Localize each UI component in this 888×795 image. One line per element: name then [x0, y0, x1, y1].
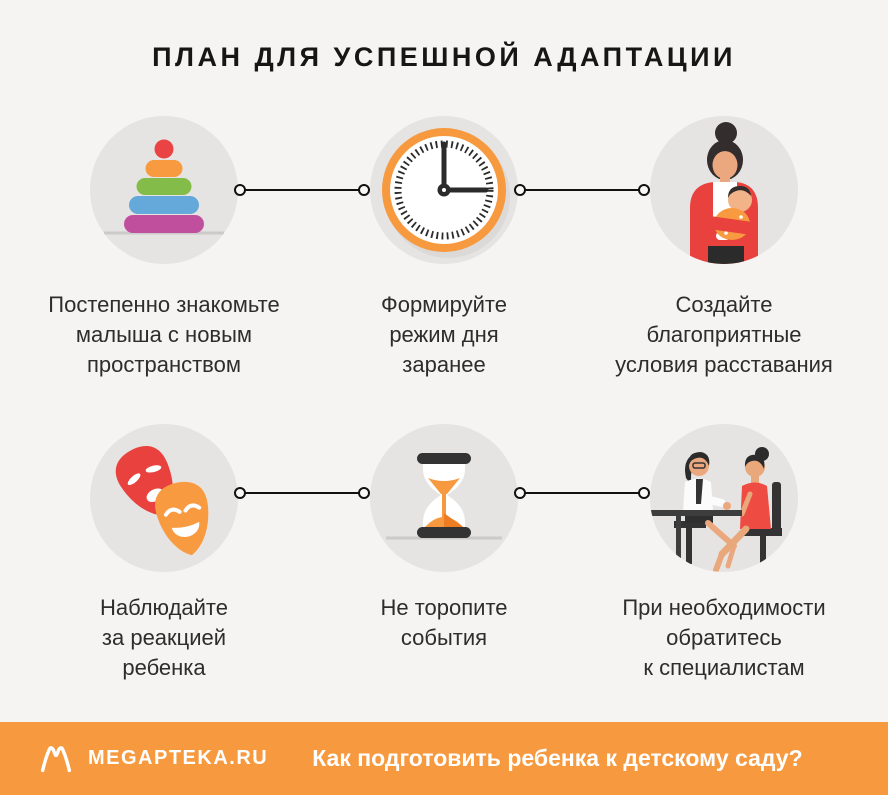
step-caption-line: ребенка [122, 655, 206, 680]
step-caption-line: Формируйте [381, 292, 507, 317]
step-3-circle [650, 116, 798, 264]
connector-line [525, 492, 639, 495]
step-4-caption [4, 593, 324, 683]
footer-tagline: Как подготовить ребенка к детскому саду? [312, 745, 803, 771]
step-caption-line: благоприятные [646, 322, 802, 347]
step-caption-line: Наблюдайте [99, 595, 228, 620]
connector-node [638, 487, 650, 499]
step-2-caption [284, 290, 604, 380]
megapteka-logo-icon [36, 739, 76, 779]
pyramid-toy-icon [90, 116, 238, 264]
clock-icon [370, 116, 518, 264]
step-caption-line: обратитесь [666, 625, 782, 650]
step-4-circle [90, 424, 238, 572]
step-1-caption [4, 290, 324, 380]
theater-masks-icon [90, 424, 238, 572]
connector [234, 184, 370, 196]
connector-node [638, 184, 650, 196]
step-caption-line: заранее [402, 352, 486, 377]
connector-line [245, 189, 359, 192]
step-6-caption [564, 593, 884, 683]
step-caption-line: малыша с новым [75, 322, 253, 347]
step-caption-line: При необходимости [622, 595, 826, 620]
connector [234, 487, 370, 499]
connector-line [245, 492, 359, 495]
step-caption-line: Не торопите [380, 595, 508, 620]
step-3-caption [564, 290, 884, 380]
step-caption-line: пространством [87, 352, 241, 377]
mother-with-baby-icon [650, 116, 798, 264]
step-caption-line: события [400, 625, 488, 650]
page-title: ПЛАН ДЛЯ УСПЕШНОЙ АДАПТАЦИИ [152, 42, 736, 72]
hourglass-icon [370, 424, 518, 572]
step-caption-line: режим дня [389, 322, 499, 347]
step-6-circle [650, 424, 798, 572]
connector-line [525, 189, 639, 192]
step-caption-line: условия расставания [615, 352, 833, 377]
step-caption-line: Постепенно знакомьте [48, 292, 280, 317]
step-caption-line: к специалистам [643, 655, 805, 680]
specialist-consultation-icon [650, 424, 798, 572]
step-2-circle [370, 116, 518, 264]
step-caption-line: за реакцией [101, 625, 227, 650]
footer [0, 722, 888, 795]
step-1-circle [90, 116, 238, 264]
step-5-circle [370, 424, 518, 572]
connector-node [358, 184, 370, 196]
connector [514, 487, 650, 499]
connector [514, 184, 650, 196]
step-caption-line: Создайте [675, 292, 773, 317]
connector-node [358, 487, 370, 499]
brand-name: MEGAPTEKA.RU [88, 747, 269, 769]
step-5-caption [284, 593, 604, 653]
